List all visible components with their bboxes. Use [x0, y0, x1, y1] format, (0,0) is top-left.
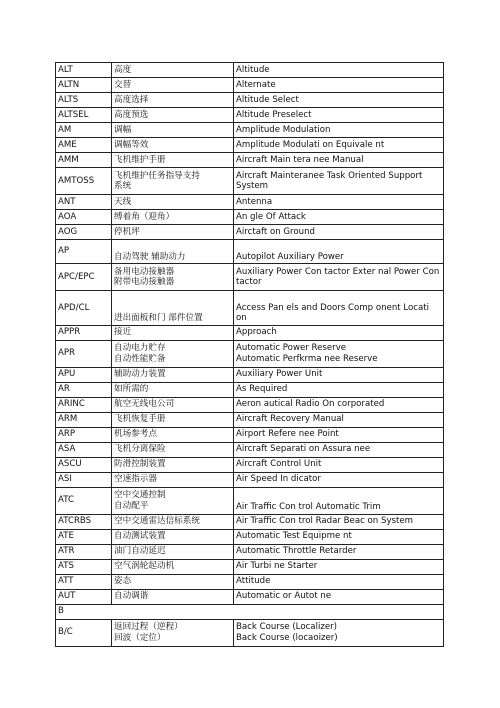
english-term-line: Alternate [236, 79, 276, 90]
glossary-table [55, 62, 444, 647]
abbreviation-cell: ANT [56, 195, 112, 210]
table-row [56, 195, 444, 210]
table-row [56, 108, 444, 123]
english-term-line: Approach [236, 327, 277, 338]
chinese-term-line [114, 303, 231, 314]
chinese-term-line: 飞机维护手册 [114, 154, 166, 165]
english-term-line: Auxiliary Power Unit [236, 369, 323, 380]
chinese-term-line: 姿态 [114, 576, 132, 587]
english-term-cell [234, 619, 444, 646]
abbreviation-cell: ALTS [56, 93, 112, 108]
english-term-line: Air Speed In dicator [236, 474, 321, 485]
chinese-term-cell [112, 529, 234, 544]
abbreviation-cell: APC/EPC [56, 264, 112, 291]
chinese-term-line: 进出面板和门 部件位置 [114, 313, 203, 323]
chinese-term-line: 辅助动力装置 [114, 369, 166, 380]
chinese-term-cell [112, 544, 234, 559]
table-row [56, 210, 444, 225]
english-term-cell [234, 168, 444, 195]
abbreviation-cell: AMTOSS [56, 168, 112, 195]
abbreviation-cell: APD/CL [56, 291, 112, 326]
english-term-line: Access Pan els and Doors Comp onent Locati on [236, 302, 430, 323]
english-term-cell [234, 210, 444, 225]
english-term-line: tactor [236, 277, 262, 287]
table-row [56, 382, 444, 397]
english-term-line: Air Turbi ne Starter [236, 561, 318, 572]
english-term-line: Back Course (locaoizer) [236, 632, 338, 643]
chinese-term-line: 飞机维护任务指导支持 [114, 170, 200, 181]
chinese-term-line: 自动电力贮存 [114, 343, 166, 353]
english-term-line: Aircraft Mainteranee Task Oriented Support [236, 170, 423, 181]
abbreviation-cell: AME [56, 138, 112, 153]
chinese-term-line: 交替 [114, 79, 132, 90]
chinese-term-cell [112, 123, 234, 138]
english-term-line: Automatic Perfkrma nee Reserve [236, 353, 378, 364]
chinese-term-cell [112, 168, 234, 195]
english-term-line: Altitude Preselect [236, 109, 312, 120]
chinese-term-line: 系统 [114, 181, 132, 191]
table-row [56, 93, 444, 108]
section-header-row [56, 604, 444, 619]
chinese-term-cell [112, 397, 234, 412]
chinese-term-line: 天线 [114, 196, 132, 207]
chinese-term-line: 油门自动延迟 [114, 546, 166, 557]
table-row [56, 619, 444, 646]
chinese-term-cell [112, 325, 234, 340]
chinese-term-line: 自动驾驶 辅助动力 [114, 251, 186, 262]
english-term-line: Autopilot Auxiliary Power [236, 251, 344, 262]
english-term-cell [234, 514, 444, 529]
table-row [56, 442, 444, 457]
abbreviation-cell: AM [56, 123, 112, 138]
abbreviation-cell: ATCRBS [56, 514, 112, 529]
chinese-term-line: 空中交通控制 [114, 490, 166, 500]
table-row [56, 63, 444, 78]
chinese-term-cell [112, 442, 234, 457]
chinese-term-cell [112, 264, 234, 291]
english-term-line: Altitude [236, 64, 270, 75]
table-row [56, 457, 444, 472]
table-row [56, 168, 444, 195]
english-term-line: Airctaft on Ground [236, 226, 315, 237]
abbreviation-cell: ATR [56, 544, 112, 559]
abbreviation-cell: AR [56, 382, 112, 397]
english-term-line: Automatic or Autot ne [236, 591, 332, 602]
table-row [56, 574, 444, 589]
english-term-line: Amplitude Modulati on Equivale nt [236, 139, 385, 150]
section-letter: B [56, 604, 444, 619]
abbreviation-cell: AMM [56, 153, 112, 168]
chinese-term-line: 飞机分离保险 [114, 444, 166, 455]
abbreviation-cell: ATS [56, 559, 112, 574]
table-row [56, 240, 444, 264]
table-row [56, 291, 444, 326]
abbreviation-cell: APR [56, 340, 112, 367]
english-term-cell [234, 529, 444, 544]
english-term-line: Altitude Select [236, 94, 299, 105]
glossary-body [56, 63, 444, 647]
abbreviation-cell: AUT [56, 589, 112, 604]
english-term-line [236, 241, 441, 252]
english-term-line: Back Course (Localizer) [236, 622, 338, 632]
chinese-term-line: 回波（定位） [114, 632, 166, 643]
english-term-cell [234, 442, 444, 457]
english-term-line: Air Traffic Con trol Radar Beac on System [236, 516, 414, 527]
chinese-term-line: 空速指示器 [114, 474, 157, 485]
english-term-cell [234, 589, 444, 604]
chinese-term-line: 备用电动接触器 [114, 266, 175, 277]
chinese-term-cell [112, 138, 234, 153]
english-term-line: Aircraft Recovery Manual [236, 414, 344, 425]
english-term-cell [234, 108, 444, 123]
english-term-cell [234, 138, 444, 153]
chinese-term-line: 调幅等效 [114, 139, 149, 150]
table-row [56, 153, 444, 168]
english-term-cell [234, 153, 444, 168]
chinese-term-line: 防滑控制装置 [114, 459, 166, 470]
english-term-cell [234, 487, 444, 514]
chinese-term-cell [112, 210, 234, 225]
english-term-cell [234, 397, 444, 412]
chinese-term-cell [112, 108, 234, 123]
chinese-term-cell [112, 93, 234, 108]
abbreviation-cell: ASA [56, 442, 112, 457]
table-row [56, 412, 444, 427]
chinese-term-line: 自动测试装置 [114, 531, 166, 542]
chinese-term-line: 返回过程（逆程） [114, 622, 183, 632]
english-term-line: Aircraft Separati on Assura nee [236, 444, 371, 455]
chinese-term-line: 调幅 [114, 124, 132, 135]
chinese-term-cell [112, 412, 234, 427]
table-row [56, 544, 444, 559]
abbreviation-cell: ATC [56, 487, 112, 514]
table-row [56, 472, 444, 487]
chinese-term-cell [112, 382, 234, 397]
abbreviation-cell: B/C [56, 619, 112, 646]
chinese-term-line: 如所需的 [114, 384, 149, 395]
chinese-term-line: 高度选择 [114, 94, 149, 105]
abbreviation-cell: ALTSEL [56, 108, 112, 123]
english-term-line: Aircraft Control Unit [236, 459, 322, 470]
chinese-term-cell [112, 240, 234, 264]
chinese-term-line: 飞机恢复手册 [114, 414, 166, 425]
abbreviation-cell: ATT [56, 574, 112, 589]
chinese-term-line: 停机坪 [114, 226, 140, 237]
table-row [56, 514, 444, 529]
table-row [56, 225, 444, 240]
table-row [56, 264, 444, 291]
table-row [56, 589, 444, 604]
table-row [56, 325, 444, 340]
chinese-term-cell [112, 225, 234, 240]
table-row [56, 340, 444, 367]
chinese-term-line [114, 292, 231, 303]
english-term-cell [234, 325, 444, 340]
english-term-line: Automatic Power Reserve [236, 343, 347, 353]
english-term-cell [234, 264, 444, 291]
chinese-term-cell [112, 589, 234, 604]
chinese-term-line: 自动调谐 [114, 591, 149, 602]
english-term-line: Automatic Test Equipme nt [236, 531, 352, 542]
abbreviation-cell: ASI [56, 472, 112, 487]
table-row [56, 367, 444, 382]
english-term-line: Attitude [236, 576, 271, 587]
english-term-line: Antenna [236, 196, 273, 207]
english-term-line: Automatic Throttle Retarder [236, 546, 357, 557]
english-term-cell [234, 382, 444, 397]
english-term-line: Amplitude Modulation [236, 124, 331, 135]
chinese-term-cell [112, 291, 234, 326]
english-term-line: An gle Of Attack [236, 211, 306, 222]
chinese-term-cell [112, 457, 234, 472]
english-term-line: Aeron autical Radio On corporated [236, 399, 385, 410]
abbreviation-cell: AP [56, 240, 112, 264]
chinese-term-line: 航空无线电公司 [114, 399, 175, 410]
table-row [56, 559, 444, 574]
chinese-term-line: 自动配平 [114, 500, 149, 511]
abbreviation-cell: APPR [56, 325, 112, 340]
english-term-line: As Required [236, 384, 288, 395]
english-term-cell [234, 123, 444, 138]
english-term-cell [234, 63, 444, 78]
english-term-line: Auxiliary Power Con tactor Exter nal Power Con [236, 266, 440, 277]
english-term-cell [234, 367, 444, 382]
chinese-term-cell [112, 559, 234, 574]
chinese-term-line: 自动性能贮备 [114, 353, 166, 364]
chinese-term-line: 接近 [114, 327, 132, 338]
chinese-term-cell [112, 153, 234, 168]
chinese-term-cell [112, 63, 234, 78]
abbreviation-cell: APU [56, 367, 112, 382]
chinese-term-cell [112, 427, 234, 442]
english-term-cell [234, 427, 444, 442]
abbreviation-cell: ARINC [56, 397, 112, 412]
abbreviation-cell: ARP [56, 427, 112, 442]
english-term-cell [234, 457, 444, 472]
english-term-cell [234, 93, 444, 108]
abbreviation-cell: ALT [56, 63, 112, 78]
abbreviation-cell: AOG [56, 225, 112, 240]
english-term-cell [234, 240, 444, 264]
abbreviation-cell: ATE [56, 529, 112, 544]
table-row [56, 138, 444, 153]
table-row [56, 487, 444, 514]
chinese-term-cell [112, 340, 234, 367]
table-row [56, 123, 444, 138]
chinese-term-line: 空气涡轮起动机 [114, 561, 175, 572]
chinese-term-cell [112, 514, 234, 529]
chinese-term-line: 高度 [114, 64, 132, 75]
table-row [56, 427, 444, 442]
chinese-term-line: 附带电动接触器 [114, 277, 175, 287]
chinese-term-cell [112, 472, 234, 487]
chinese-term-line: 机场参考点 [114, 429, 157, 440]
english-term-line: System [236, 181, 269, 191]
chinese-term-cell [112, 487, 234, 514]
abbreviation-cell: ALTN [56, 78, 112, 93]
english-term-cell [234, 340, 444, 367]
english-term-cell [234, 225, 444, 240]
english-term-cell [234, 412, 444, 427]
english-term-line: Aircraft Main tera nee Manual [236, 154, 364, 165]
chinese-term-line: 高度预选 [114, 109, 149, 120]
abbreviation-cell: AOA [56, 210, 112, 225]
chinese-term-line: 缚着角（迎角） [114, 211, 175, 222]
chinese-term-cell [112, 619, 234, 646]
chinese-term-cell [112, 367, 234, 382]
chinese-term-cell [112, 195, 234, 210]
chinese-term-cell [112, 78, 234, 93]
english-term-cell [234, 195, 444, 210]
chinese-term-line [114, 241, 231, 252]
table-row [56, 78, 444, 93]
english-term-cell [234, 291, 444, 326]
english-term-cell [234, 78, 444, 93]
english-term-line: Air Traffic Con trol Automatic Trim [236, 502, 381, 512]
table-row [56, 529, 444, 544]
english-term-line: Airport Refere nee Point [236, 429, 339, 440]
english-term-cell [234, 574, 444, 589]
chinese-term-line: 空中交通雷达信标系统 [114, 516, 200, 527]
english-term-cell [234, 544, 444, 559]
chinese-term-cell [112, 574, 234, 589]
abbreviation-cell: ASCU [56, 457, 112, 472]
english-term-cell [234, 559, 444, 574]
table-row [56, 397, 444, 412]
abbreviation-cell: ARM [56, 412, 112, 427]
english-term-cell [234, 472, 444, 487]
